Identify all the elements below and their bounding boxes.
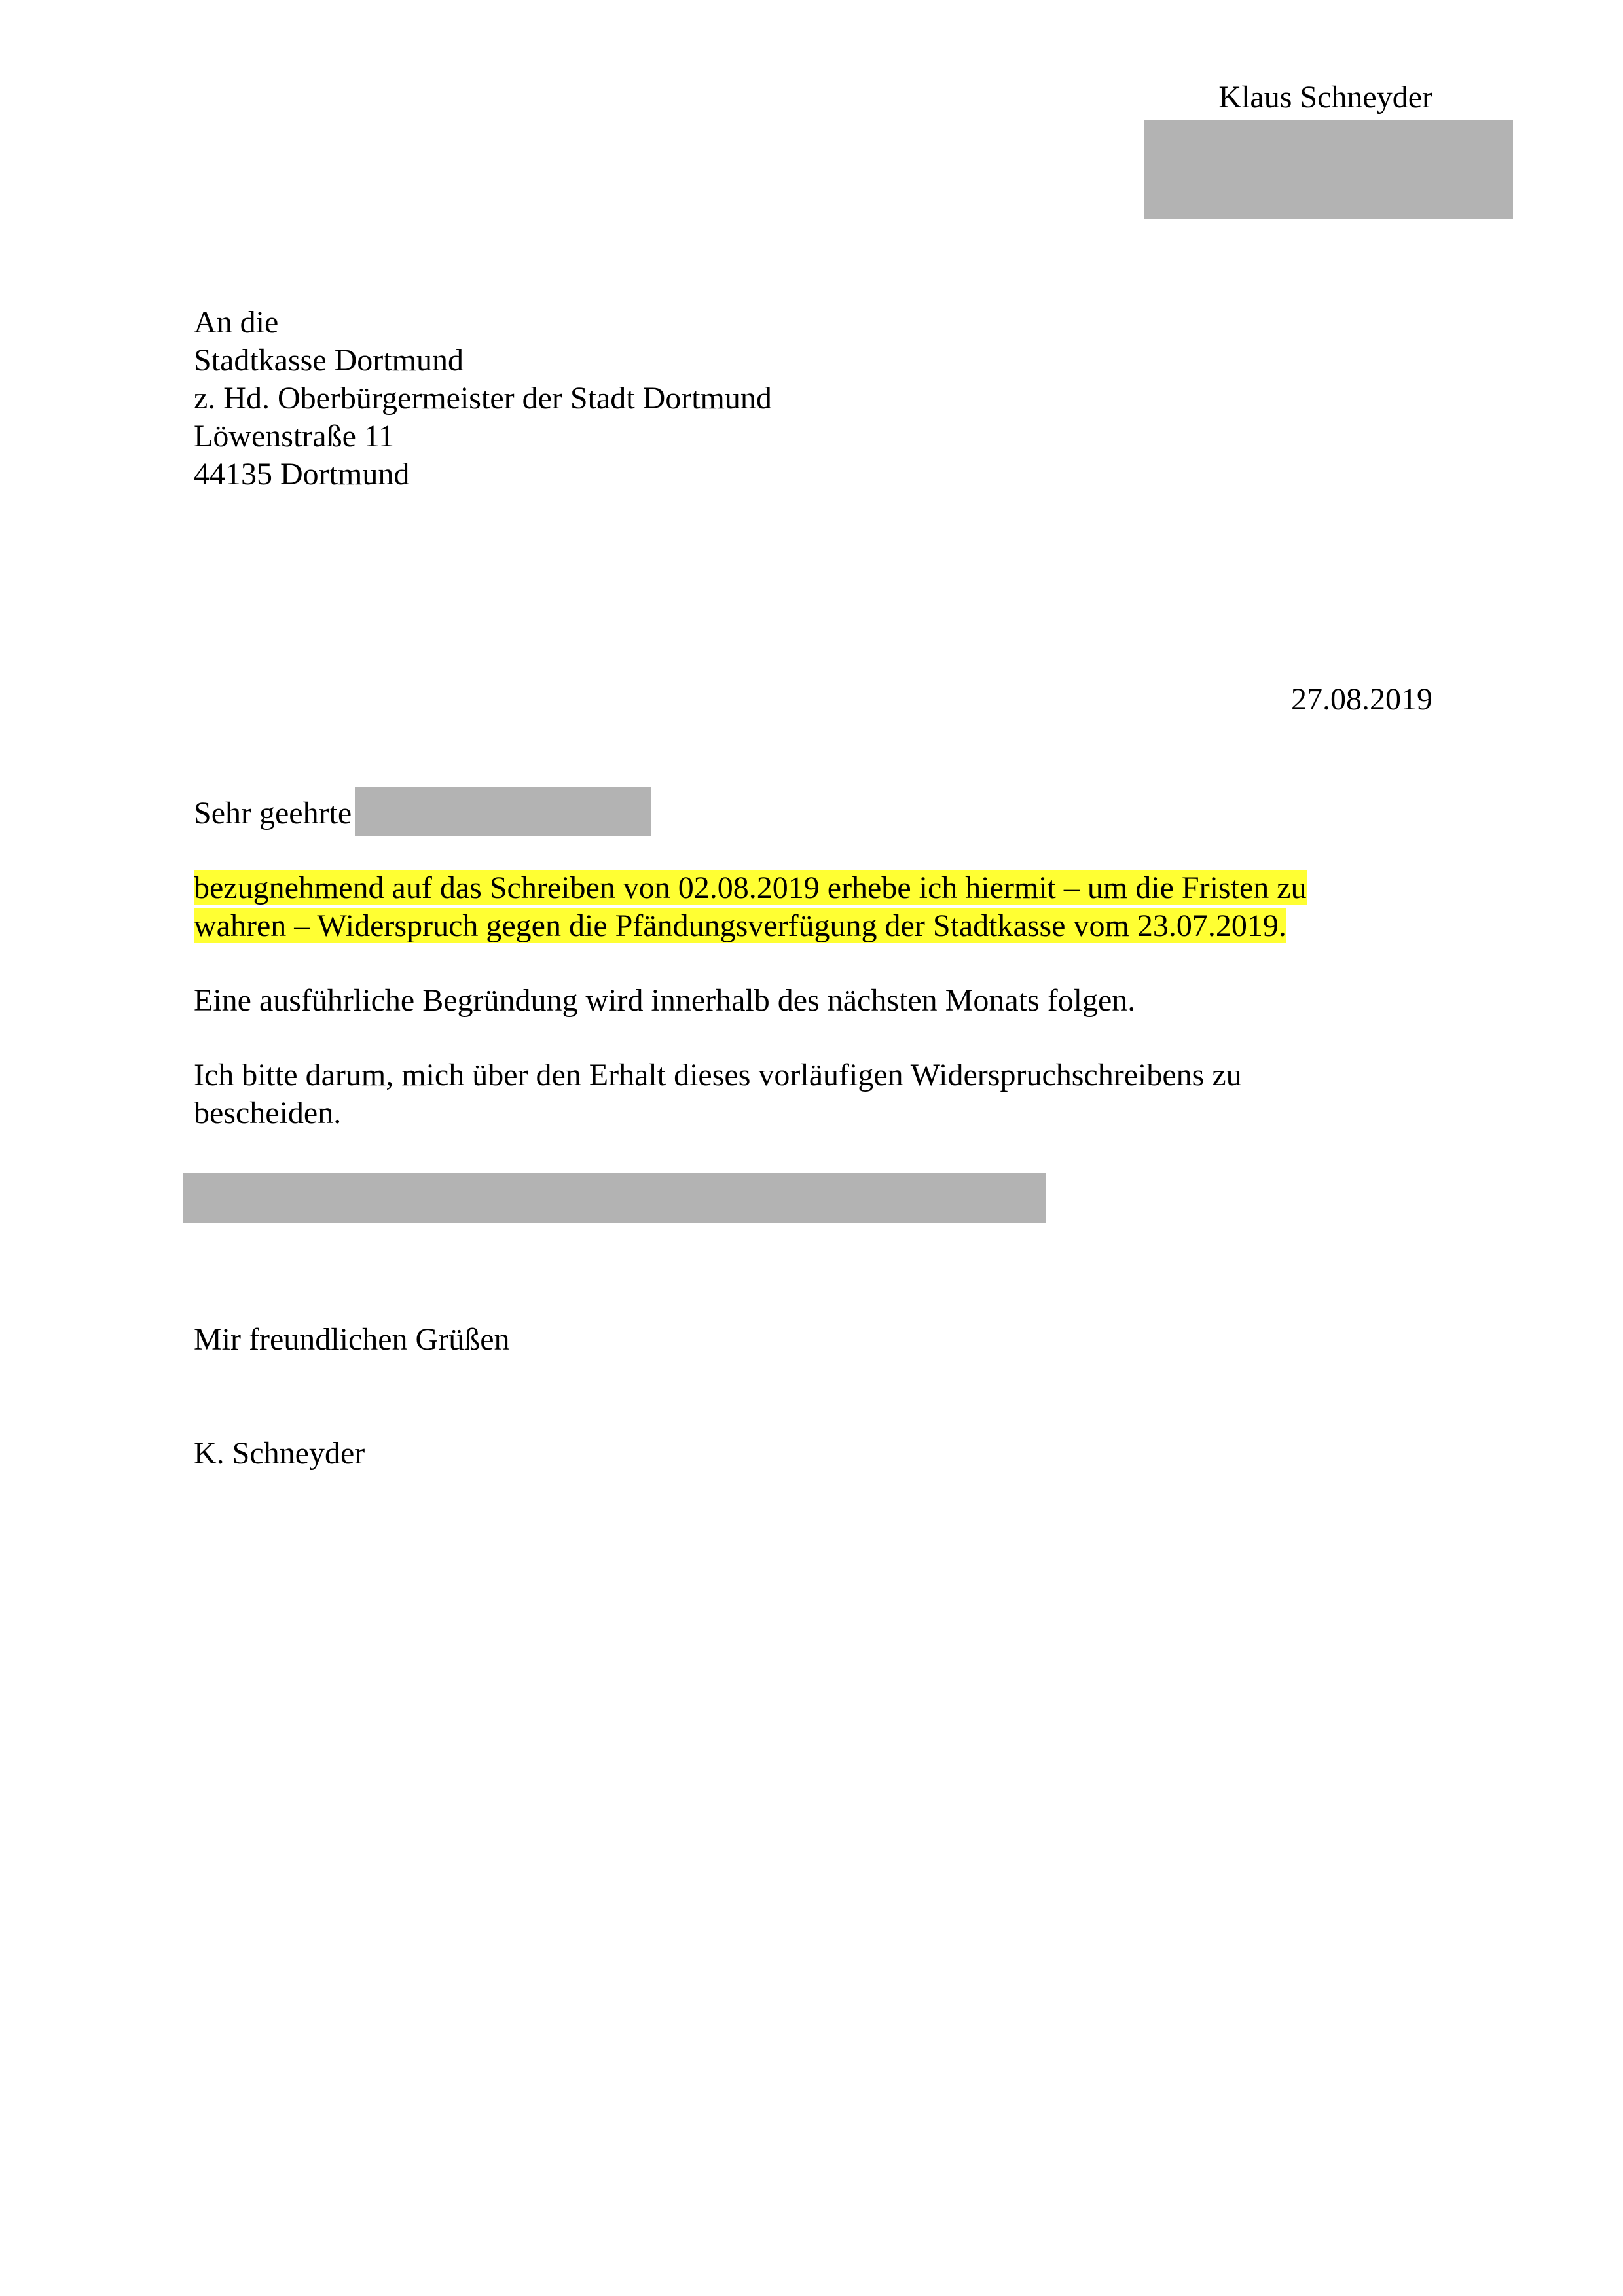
highlighted-text: bezugnehmend auf das Schreiben von 02.08.2019 erhebe ich hiermit – um die Fristen zu — [194, 870, 1307, 905]
recipient-line: An die — [194, 305, 279, 340]
sender-address-redaction — [1144, 120, 1513, 219]
body-line-redaction — [183, 1173, 1046, 1223]
salutation-name-redaction — [355, 787, 651, 836]
recipient-address — [194, 304, 772, 493]
recipient-line: Löwenstraße 11 — [194, 419, 395, 454]
letter-date: 27.08.2019 — [1291, 682, 1432, 717]
sender-name: Klaus Schneyder — [1218, 80, 1432, 115]
highlighted-text: wahren – Widerspruch gegen die Pfändungsverfügung der Stadtkasse vom 23.07.2019. — [194, 908, 1286, 943]
salutation: Sehr geehrte — [194, 796, 352, 831]
body-paragraph-objection — [194, 869, 1392, 945]
recipient-line: 44135 Dortmund — [194, 457, 410, 492]
recipient-line: z. Hd. Oberbürgermeister der Stadt Dortmund — [194, 381, 772, 416]
recipient-line: Stadtkasse Dortmund — [194, 343, 464, 378]
signature: K. Schneyder — [194, 1436, 365, 1471]
body-paragraph-reasoning: Eine ausführliche Begründung wird innerhalb des nächsten Monats folgen. — [194, 983, 1136, 1018]
body-paragraph-request: Ich bitte darum, mich über den Erhalt dieses vorläufigen Widerspruchschreibens zu bescheiden. — [194, 1058, 1242, 1130]
closing: Mir freundlichen Grüßen — [194, 1322, 510, 1357]
